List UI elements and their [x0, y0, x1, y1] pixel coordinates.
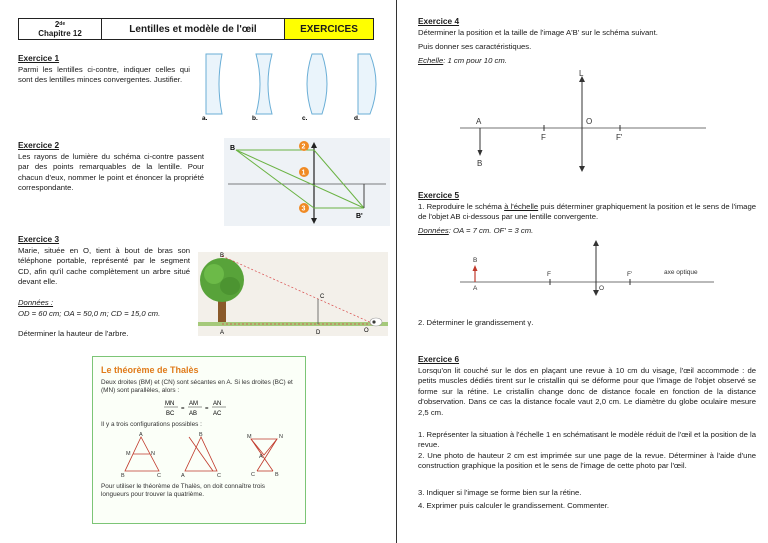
svg-text:B: B — [473, 257, 478, 264]
thales-text1: Deux droites (BM) et (CN) sont sécantes en A. Si les droites (BC) et (MN) sont parallèles, alors : — [101, 379, 293, 395]
svg-text:AC: AC — [213, 411, 222, 417]
svg-text:C: C — [320, 294, 325, 300]
lens-b-label: b. — [252, 115, 258, 122]
ex3-donnees-label: Données : — [18, 298, 54, 307]
svg-text:M: M — [247, 434, 252, 440]
svg-text:B: B — [220, 253, 225, 259]
svg-text:3: 3 — [301, 205, 306, 213]
eye-icon — [370, 318, 382, 326]
lens-b — [256, 54, 272, 114]
svg-text:N: N — [279, 434, 283, 440]
svg-text:B: B — [477, 159, 483, 168]
ex6-q3: 3. Indiquer si l'image se forme bien sur la rétine. — [418, 488, 582, 497]
svg-text:B: B — [275, 472, 279, 477]
page-title: Lentilles et modèle de l'œil — [102, 19, 285, 39]
ex3-title: Exercice 3 — [18, 234, 60, 244]
svg-text:D: D — [316, 330, 321, 336]
svg-text:O: O — [599, 285, 605, 292]
thales-title: Le théorème de Thalès — [101, 365, 199, 375]
ex4-echelle: Echelle: 1 cm pour 10 cm. — [418, 56, 507, 65]
svg-text:1: 1 — [301, 169, 306, 177]
svg-text:F: F — [547, 271, 551, 278]
ex6-q1: 1. Représenter la situation à l'échelle 1 en schématisant le modèle réduit de l'œil et la position de la revue. — [418, 430, 756, 450]
ex1-title: Exercice 1 — [18, 53, 60, 63]
svg-text:N: N — [151, 451, 155, 457]
level-sup: de — [59, 21, 66, 27]
svg-text:A: A — [181, 473, 185, 477]
svg-text:O: O — [364, 328, 369, 334]
svg-text:L: L — [579, 69, 584, 78]
svg-text:=: = — [205, 406, 209, 412]
svg-text:C: C — [251, 472, 255, 477]
ex5-donnees: Données: OA = 7 cm. OF' = 3 cm. — [418, 226, 534, 235]
ex4-title: Exercice 4 — [418, 16, 460, 26]
svg-text:2: 2 — [301, 143, 306, 151]
lens-c-label: c. — [302, 115, 308, 122]
ex3-text: Marie, située en O, tient à bout de bras son téléphone portable, représenté par le segment CD, afin qu'il cache complètement un arbre situé devant elle. — [18, 246, 190, 287]
ex5-q1: 1. Reproduire le schéma à l'échelle puis déterminer graphiquement la position et le sens de l'image de l'objet AB ci-dessous par une lentille convergente. — [418, 202, 756, 222]
page-header — [18, 18, 374, 40]
thales-box — [92, 356, 306, 524]
lens-c — [307, 54, 327, 114]
ex2-ray-diagram — [224, 138, 390, 226]
ex4-line1: Déterminer la position et la taille de l'image A'B' sur le schéma suivant. — [418, 28, 658, 37]
config-3 — [251, 439, 277, 455]
svg-text:F: F — [541, 133, 546, 142]
svg-text:A: A — [259, 454, 263, 460]
ex6-q4: 4. Exprimer puis calculer le grandissement. Commenter. — [418, 501, 609, 510]
svg-text:=: = — [181, 406, 185, 412]
svg-text:AN: AN — [213, 401, 222, 407]
svg-text:MN: MN — [165, 401, 175, 407]
svg-text:A: A — [220, 330, 225, 336]
level: 2 — [54, 20, 60, 29]
ex3-question: Déterminer la hauteur de l'arbre. — [18, 329, 129, 338]
svg-text:A: A — [139, 432, 143, 438]
column-divider — [396, 0, 397, 543]
thales-text3: Pour utiliser le théorème de Thalès, on doit connaître trois longueurs pour trouver la quatrième. — [101, 483, 265, 499]
svg-text:B: B — [199, 432, 203, 438]
lens-a — [206, 54, 222, 114]
svg-text:C: C — [157, 473, 161, 477]
lenses-figure — [198, 50, 388, 122]
ex5-title: Exercice 5 — [418, 190, 460, 200]
ex3-tree-figure — [198, 252, 388, 336]
svg-text:A: A — [476, 117, 482, 126]
ex5-diagram — [458, 238, 718, 296]
ex2-title: Exercice 2 — [18, 140, 60, 150]
ex2-text: Les rayons de lumière du schéma ci-contre passent par des points remarquables de la lentille. Pour chacun d'eux, nommer le point et énoncer la propriété correspondante. — [18, 152, 204, 193]
chapter-label: Chapitre 12 — [38, 29, 82, 38]
svg-text:F': F' — [627, 271, 633, 278]
svg-text:F': F' — [616, 133, 623, 142]
exercices-badge: EXERCICES — [285, 19, 373, 39]
chapter-cell — [19, 19, 102, 39]
svg-text:AM: AM — [189, 401, 198, 407]
ex1-text: Parmi les lentilles ci-contre, indiquer celles qui sont des lentilles minces convergentes. Justifier. — [18, 65, 190, 85]
svg-text:C: C — [217, 473, 221, 477]
svg-text:B: B — [121, 473, 125, 477]
ex3-donnees: OD = 60 cm; OA = 50,0 m; CD = 15,0 cm. — [18, 309, 161, 318]
svg-text:AB: AB — [189, 411, 198, 417]
thales-formula — [163, 397, 235, 419]
fig-b: B — [230, 145, 236, 152]
thales-configurations — [101, 431, 297, 477]
ex6-q2: 2. Une photo de hauteur 2 cm est imprimée sur une page de la revue. Déterminer à l'aide d'une construction graphique la position et le sens de l'image de cette photo par l'œil. — [418, 451, 756, 471]
thales-text2: Il y a trois configurations possibles : — [101, 421, 202, 428]
svg-text:O: O — [586, 117, 593, 126]
svg-text:BC: BC — [166, 411, 175, 417]
lens-d-label: d. — [354, 115, 360, 122]
ex5-q2: 2. Déterminer le grandissement γ. — [418, 318, 534, 327]
svg-text:axe optique: axe optique — [664, 269, 698, 276]
lens-d — [358, 54, 376, 114]
lens-a-label: a. — [202, 115, 208, 122]
ex4-diagram — [458, 66, 708, 172]
fig-bp: B' — [356, 213, 363, 220]
ex6-title: Exercice 6 — [418, 354, 460, 364]
ex4-line2: Puis donner ses caractéristiques. — [418, 42, 532, 51]
svg-text:A: A — [473, 285, 478, 292]
ex6-text: Lorsqu'on lit couché sur le dos en plaçant une revue à 10 cm du visage, l'œil accommode : de petits muscles dédiés tirent sur le cristallin qui se déforme pour que l'image de l'objet observé se forme sur la rétine. Le cristallin change donc de distance focale en fonction de la distance d'observation. Dans ce cas la distance focale vaut 2,0 cm. Le diamètre du globe oculaire mesure 2,5 cm. — [418, 366, 756, 417]
svg-text:M: M — [126, 451, 131, 457]
